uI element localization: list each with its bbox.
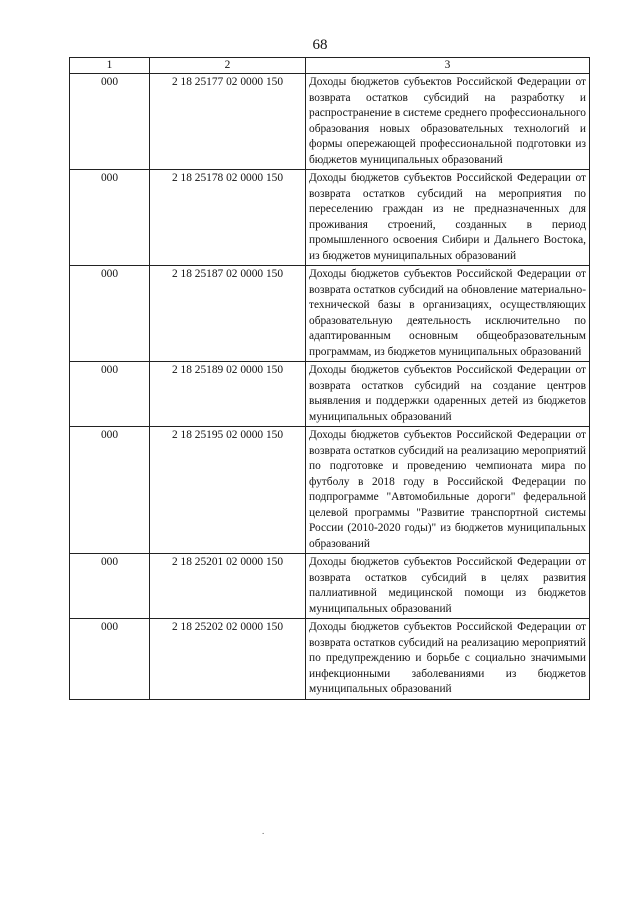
table-row [70, 427, 590, 554]
column-header-1: 1 [70, 58, 150, 74]
table-row [70, 619, 590, 700]
admin-code-cell: 000 [70, 170, 150, 266]
table-row [70, 170, 590, 266]
admin-code-cell: 000 [70, 427, 150, 554]
budget-classification-code-cell: 2 18 25178 02 0000 150 [150, 170, 306, 266]
column-header-3: 3 [306, 58, 590, 74]
income-description-cell: Доходы бюджетов субъектов Российской Федерации от возврата остатков субсидий на создание центров выявления и поддержки одаренных детей из бюджетов муниципальных образований [306, 362, 590, 427]
budget-classification-code-cell: 2 18 25177 02 0000 150 [150, 74, 306, 170]
income-description-cell: Доходы бюджетов субъектов Российской Федерации от возврата остатков субсидий в целях развития паллиативной медицинской помощи из бюджетов муниципальных образований [306, 554, 590, 619]
table-header-row [70, 58, 590, 74]
budget-classification-code-cell: 2 18 25195 02 0000 150 [150, 427, 306, 554]
scan-dot-mark: . [262, 826, 265, 836]
page-number: 68 [312, 37, 328, 53]
table-header [70, 58, 590, 74]
admin-code-cell: 000 [70, 554, 150, 619]
admin-code-cell: 000 [70, 619, 150, 700]
budget-classification-code-cell: 2 18 25201 02 0000 150 [150, 554, 306, 619]
admin-code-cell: 000 [70, 74, 150, 170]
budget-classification-code-cell: 2 18 25187 02 0000 150 [150, 266, 306, 362]
column-header-2: 2 [150, 58, 306, 74]
income-description-cell: Доходы бюджетов субъектов Российской Федерации от возврата остатков субсидий на реализацию мероприятий по подготовке и проведению чемпионата мира по футболу в 2018 году в Российской Федерации по подпрограмме "Автомобильные дороги" федеральной целевой программы "Развитие транспортной системы России (2010-2020 годы)" из бюджетов муниципальных образований [306, 427, 590, 554]
budget-classification-code-cell: 2 18 25189 02 0000 150 [150, 362, 306, 427]
table-row [70, 266, 590, 362]
table-row [70, 554, 590, 619]
admin-code-cell: 000 [70, 362, 150, 427]
budget-classification-code-cell: 2 18 25202 02 0000 150 [150, 619, 306, 700]
table-row [70, 74, 590, 170]
admin-code-cell: 000 [70, 266, 150, 362]
table-row [70, 362, 590, 427]
budget-code-table [69, 57, 590, 700]
income-description-cell: Доходы бюджетов субъектов Российской Федерации от возврата остатков субсидий на разработку и распространение в системе среднего профессионального образования новых образовательных технологий и формы опережающей профессиональной подготовки из бюджетов муниципальных образований [306, 74, 590, 170]
income-description-cell: Доходы бюджетов субъектов Российской Федерации от возврата остатков субсидий на реализацию мероприятий по предупреждению и борьбе с социально значимыми инфекционными заболеваниями из бюджетов муниципальных образований [306, 619, 590, 700]
table-body [70, 74, 590, 700]
income-description-cell: Доходы бюджетов субъектов Российской Федерации от возврата остатков субсидий на мероприятия по переселению граждан из не предназначенных для проживания строений, созданных в период промышленного освоения Сибири и Дальнего Востока, из бюджетов муниципальных образований [306, 170, 590, 266]
income-description-cell: Доходы бюджетов субъектов Российской Федерации от возврата остатков субсидий на обновление материально-технической базы в организациях, осуществляющих образовательную деятельность исключительно по адаптированным основным общеобразовательным программам, из бюджетов муниципальных образований [306, 266, 590, 362]
